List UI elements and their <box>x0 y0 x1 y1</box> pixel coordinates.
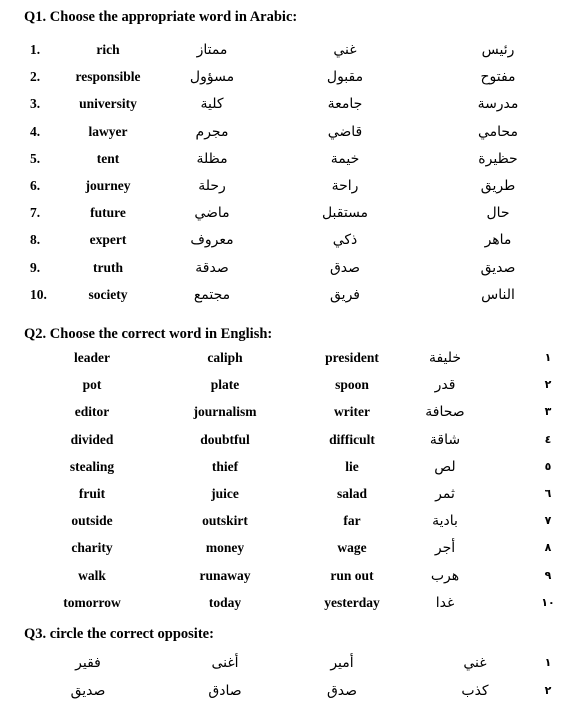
q1-number: 3. <box>30 96 41 112</box>
q2-arabic-word: هرب <box>430 567 460 584</box>
q1-arabic-option: الناس <box>481 286 515 303</box>
q2-number: ٥ <box>544 459 552 473</box>
q1-arabic-option: صدق <box>329 259 361 276</box>
q1-arabic-option: حظيرة <box>478 150 518 167</box>
q1-title: Q1. Choose the appropriate word in Arabic: <box>24 9 298 25</box>
q2-english-option: yesterday <box>324 594 380 610</box>
q1-arabic-option: مدرسة <box>477 96 519 113</box>
q2-number: ٣ <box>544 405 552 419</box>
q2-number: ٧ <box>544 514 552 528</box>
q3-option: أمير <box>330 655 354 671</box>
q1-arabic-option: حال <box>486 205 510 222</box>
q1-arabic-option: ماضي <box>194 205 230 222</box>
q2-english-option: writer <box>334 404 370 420</box>
q1-english-word: journey <box>85 178 131 193</box>
q1-arabic-option: رئيس <box>481 42 515 58</box>
q2-english-option: divided <box>70 431 114 447</box>
q1-arabic-option: صدقة <box>195 259 229 276</box>
q2-english-option: juice <box>211 486 239 501</box>
q2-english-option: charity <box>71 540 113 556</box>
q2-arabic-word: بادية <box>432 513 458 530</box>
q2-number: ١٠ <box>541 595 555 609</box>
q2-arabic-word: أجر <box>434 540 456 557</box>
q2-arabic-word: غدا <box>435 594 455 611</box>
q1-arabic-option: كلية <box>200 96 224 113</box>
q2-english-option: difficult <box>329 431 375 447</box>
q2-english-option: far <box>343 513 361 529</box>
q3-option: صادق <box>208 683 242 699</box>
q1-number: 5. <box>30 150 41 166</box>
q1-arabic-option: راحة <box>331 178 359 194</box>
q2-arabic-word: قدر <box>434 377 456 394</box>
q3-arabic-word: غني <box>463 655 487 671</box>
q2-arabic-word: خليفة <box>428 350 462 366</box>
q1-arabic-option: مظلة <box>196 150 228 167</box>
q1-number: 4. <box>30 123 41 139</box>
q2-english-option: outskirt <box>202 513 248 529</box>
q2-english-option: fruit <box>78 486 106 501</box>
q1-arabic-option: مقبول <box>326 69 364 86</box>
q2-english-option: wage <box>337 540 367 556</box>
q3-number: ٢ <box>544 684 552 697</box>
q3-option: صدق <box>326 683 358 699</box>
q3-option: فقير <box>75 655 101 671</box>
q3-arabic-word: كذب <box>461 683 489 699</box>
q2-english-option: run out <box>330 567 374 583</box>
q2-number: ٦ <box>544 487 552 500</box>
q2-arabic-word: شاقة <box>429 431 461 448</box>
q2-arabic-word: لص <box>434 458 456 475</box>
q2-english-option: tomorrow <box>63 594 121 610</box>
q2-english-option: thief <box>211 458 239 474</box>
q1-arabic-option: فريق <box>330 286 360 303</box>
q1-arabic-option: معروف <box>190 232 234 249</box>
q1-english-word: lawyer <box>88 123 128 139</box>
q1-english-word: truth <box>93 259 123 275</box>
q2-english-option: president <box>325 350 379 365</box>
q1-arabic-option: ممتاز <box>196 42 228 58</box>
q1-arabic-option: خيمة <box>330 150 360 167</box>
q1-number: 9. <box>30 259 41 275</box>
q2-english-option: pot <box>82 377 102 393</box>
q1-arabic-option: رحلة <box>198 178 226 194</box>
q3-title: Q3. circle the correct opposite: <box>24 626 214 642</box>
q1-arabic-option: مستقبل <box>321 205 369 222</box>
q1-arabic-option: مفتوح <box>480 69 516 86</box>
q1-arabic-option: طريق <box>480 178 516 194</box>
q3-option: أغنى <box>211 655 239 671</box>
q2-english-option: doubtful <box>200 431 250 447</box>
q1-arabic-option: محامي <box>478 123 518 140</box>
q2-english-option: walk <box>78 567 106 583</box>
q2-english-option: runaway <box>199 567 251 583</box>
q1-arabic-option: مجتمع <box>193 286 231 303</box>
q2-english-option: leader <box>74 350 110 365</box>
q1-arabic-option: مجرم <box>195 123 229 140</box>
q1-arabic-option: جامعة <box>327 96 363 113</box>
q2-english-option: today <box>208 594 242 610</box>
q1-arabic-option: ماهر <box>484 232 512 249</box>
q2-number: ١ <box>544 351 552 364</box>
q2-number: ٩ <box>544 568 552 582</box>
q1-number: 7. <box>30 205 41 221</box>
q2-english-option: spoon <box>335 377 369 393</box>
q1-arabic-option: صديق <box>480 259 516 276</box>
q1-number: 2. <box>30 69 41 85</box>
q2-english-option: journalism <box>193 404 257 420</box>
q3-number: ١ <box>544 656 552 669</box>
q1-arabic-option: غني <box>333 42 357 58</box>
q1-arabic-option: قاضي <box>327 123 363 140</box>
q2-english-option: lie <box>345 458 359 474</box>
q2-english-option: editor <box>74 404 110 420</box>
q2-english-option: stealing <box>69 458 115 474</box>
q1-number: 8. <box>30 232 41 248</box>
q3-option: صديق <box>70 683 106 699</box>
q2-number: ٢ <box>544 378 552 392</box>
q1-english-word: university <box>79 96 137 112</box>
q1-arabic-option: ذكي <box>332 232 358 249</box>
q1-number: 6. <box>30 178 41 193</box>
q2-english-option: salad <box>336 486 367 501</box>
q1-arabic-option: مسؤول <box>189 69 235 86</box>
q2-number: ٤ <box>544 432 552 446</box>
q1-english-word: future <box>90 205 126 221</box>
q2-title: Q2. Choose the correct word in English: <box>24 326 273 342</box>
q2-english-option: money <box>205 540 245 556</box>
q1-number: 1. <box>30 42 41 57</box>
q2-number: ٨ <box>544 541 552 555</box>
q1-english-word: rich <box>96 42 120 57</box>
q1-english-word: expert <box>89 232 127 248</box>
q1-english-word: responsible <box>75 69 141 85</box>
q2-arabic-word: صحافة <box>425 404 465 421</box>
q2-english-option: plate <box>210 377 240 393</box>
q2-arabic-word: ثمر <box>435 486 455 502</box>
q2-english-option: outside <box>71 513 113 529</box>
q1-english-word: tent <box>96 150 120 166</box>
q2-english-option: caliph <box>207 350 243 365</box>
q1-english-word: society <box>88 286 128 302</box>
q1-number: 10. <box>30 286 47 302</box>
